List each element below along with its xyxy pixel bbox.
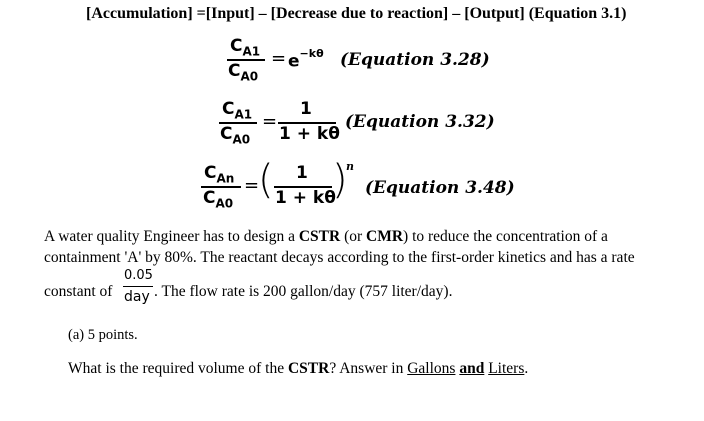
eq332-equals: =	[262, 111, 278, 132]
eq348-right-paren: )	[332, 157, 348, 203]
problem-line-1: A water quality Engineer has to design a CSTR (or CMR) to reduce the concentration of a	[44, 228, 608, 245]
eq348-equals: =	[244, 175, 260, 196]
eq348-rhs-numerator: 1	[296, 163, 308, 183]
part-a-points: (a) 5 points.	[68, 327, 138, 343]
eq328-equals: =	[271, 48, 287, 69]
eq332-denominator: $C_{A0}$	[220, 124, 251, 147]
eq328-label: (Equation 3.28)	[340, 50, 490, 70]
eq332-numerator: $C_{A1}$	[222, 99, 253, 122]
eq348-label: (Equation 3.48)	[365, 178, 515, 198]
eq332-rhs-numerator: 1	[300, 99, 312, 119]
eq348-denominator: $C_{A0}$	[203, 188, 234, 211]
eq348-exponent: n	[346, 160, 354, 173]
eq328-rhs: $e^{-k\theta}$	[288, 47, 324, 72]
eq328-numerator: $C_{A1}$	[230, 36, 261, 59]
problem-line-3-prefix: constant of	[44, 283, 113, 300]
eq332-label: (Equation 3.32)	[345, 112, 495, 132]
rate-numerator: 0.05	[124, 268, 153, 283]
problem-line-2: containment 'A' by 80%. The reactant decays according to the first-order kinetics and has a rate	[44, 249, 635, 266]
eq332-rhs-denominator: 1 + kθ	[279, 124, 340, 144]
rate-fraction-bar	[123, 286, 153, 287]
part-a-question: What is the required volume of the CSTR? Answer in Gallons and Liters.	[68, 360, 529, 377]
rate-denominator: day	[124, 289, 150, 305]
eq348-numerator: $C_{An}$	[204, 163, 235, 186]
eq348-rhs-denominator: 1 + kθ	[275, 188, 336, 208]
eq328-denominator: $C_{A0}$	[228, 61, 259, 84]
eq348-left-paren: (	[258, 157, 274, 203]
problem-line-3-suffix: . The flow rate is 200 gallon/day (757 liter/day).	[154, 283, 453, 300]
accumulation-equation: [Accumulation] =[Input] – [Decrease due to reaction] – [Output] (Equation 3.1)	[86, 5, 627, 22]
